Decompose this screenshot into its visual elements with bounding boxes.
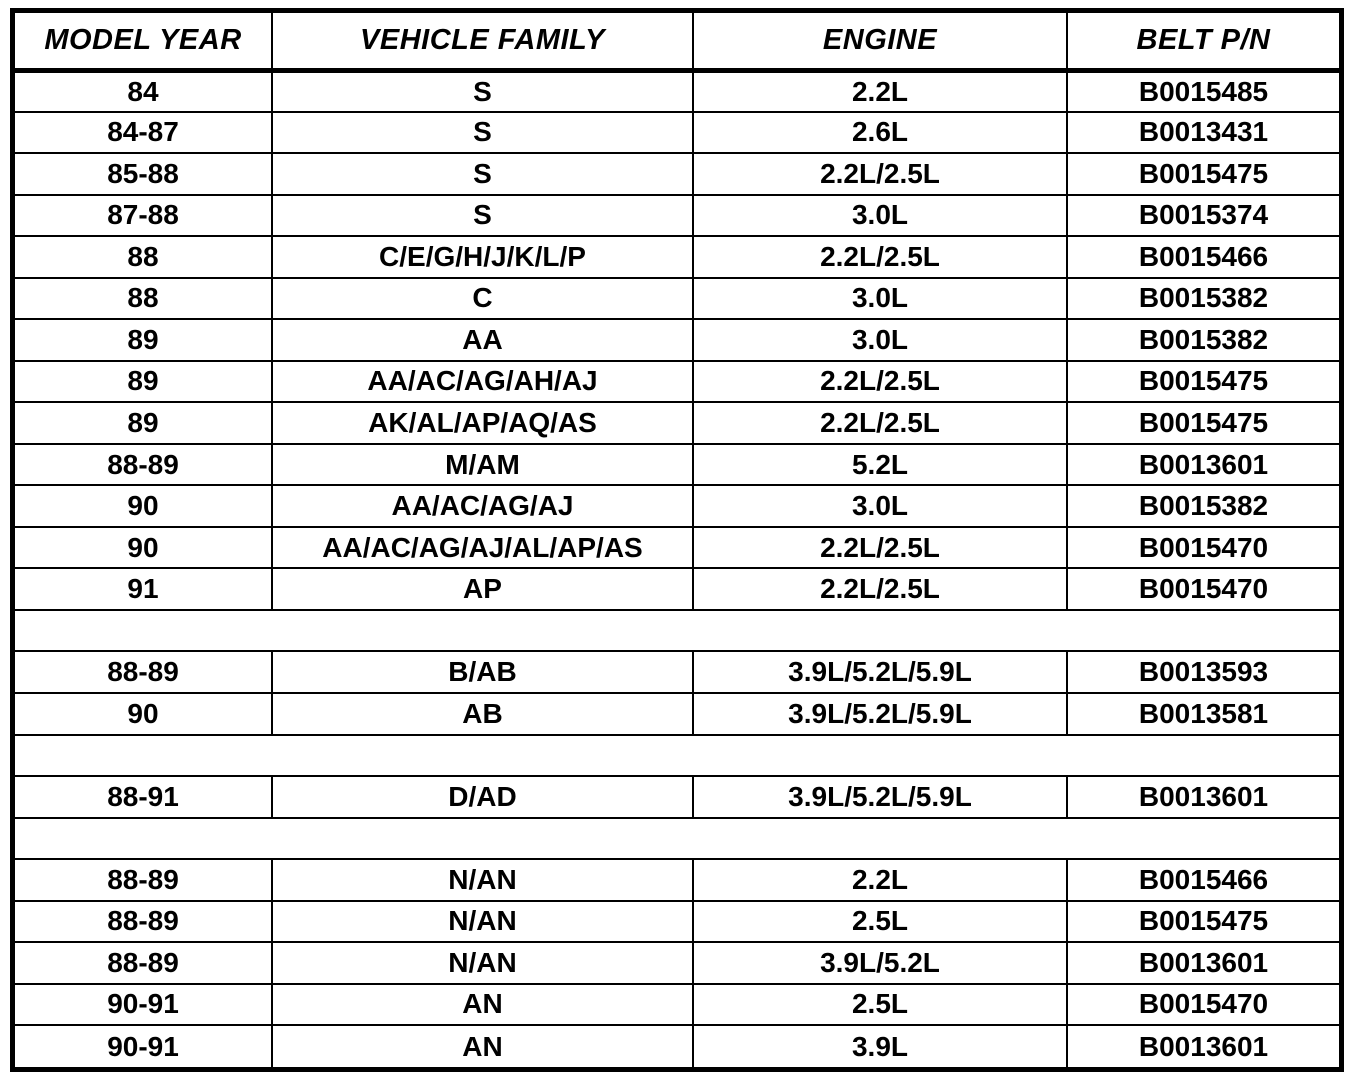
model-year-cell: 89	[15, 361, 272, 403]
model-year-cell: 88-89	[15, 942, 272, 984]
engine-cell: 3.9L/5.2L/5.9L	[693, 651, 1067, 693]
table-row	[15, 153, 1339, 195]
table-row	[15, 236, 1339, 278]
model-year-cell: 90-91	[15, 984, 272, 1026]
model-year-cell: 88-89	[15, 444, 272, 486]
belt-pn-cell: B0015466	[1067, 236, 1339, 278]
belt-application-table	[15, 13, 1339, 1067]
vehicle-family-cell: AN	[272, 1025, 693, 1067]
vehicle-family-cell: N/AN	[272, 859, 693, 901]
engine-cell: 2.2L/2.5L	[693, 153, 1067, 195]
belt-pn-cell: B0013601	[1067, 776, 1339, 818]
table-row	[15, 942, 1339, 984]
model-year-cell: 88-89	[15, 859, 272, 901]
table-row	[15, 776, 1339, 818]
table-row	[15, 402, 1339, 444]
model-year-cell: 88-89	[15, 651, 272, 693]
belt-pn-cell: B0013601	[1067, 444, 1339, 486]
engine-cell: 3.0L	[693, 319, 1067, 361]
engine-cell: 2.2L	[693, 70, 1067, 112]
belt-pn-cell: B0015475	[1067, 153, 1339, 195]
table-row	[15, 527, 1339, 569]
table-body	[15, 70, 1339, 1067]
table-row	[15, 361, 1339, 403]
belt-pn-cell: B0013601	[1067, 942, 1339, 984]
spacer-row	[15, 818, 1339, 860]
vehicle-family-cell: S	[272, 112, 693, 154]
model-year-cell: 89	[15, 319, 272, 361]
vehicle-family-cell: AA/AC/AG/AH/AJ	[272, 361, 693, 403]
table-row	[15, 195, 1339, 237]
engine-cell: 2.2L/2.5L	[693, 568, 1067, 610]
engine-cell: 3.9L/5.2L/5.9L	[693, 693, 1067, 735]
vehicle-family-cell: S	[272, 70, 693, 112]
spacer-cell	[15, 818, 1339, 860]
belt-pn-cell: B0015475	[1067, 402, 1339, 444]
engine-cell: 3.0L	[693, 278, 1067, 320]
engine-cell: 2.2L	[693, 859, 1067, 901]
model-year-cell: 88	[15, 278, 272, 320]
vehicle-family-cell: D/AD	[272, 776, 693, 818]
belt-pn-cell: B0013601	[1067, 1025, 1339, 1067]
table-row	[15, 319, 1339, 361]
engine-cell: 2.2L/2.5L	[693, 236, 1067, 278]
belt-pn-cell: B0013431	[1067, 112, 1339, 154]
engine-cell: 3.9L/5.2L/5.9L	[693, 776, 1067, 818]
table-row	[15, 859, 1339, 901]
belt-pn-cell: B0015475	[1067, 901, 1339, 943]
engine-cell: 3.0L	[693, 485, 1067, 527]
vehicle-family-cell: AA/AC/AG/AJ	[272, 485, 693, 527]
engine-cell: 2.2L/2.5L	[693, 402, 1067, 444]
vehicle-family-cell: S	[272, 153, 693, 195]
engine-cell: 3.0L	[693, 195, 1067, 237]
vehicle-family-cell: AA	[272, 319, 693, 361]
model-year-cell: 89	[15, 402, 272, 444]
engine-cell: 2.2L/2.5L	[693, 527, 1067, 569]
engine-cell: 5.2L	[693, 444, 1067, 486]
vehicle-family-cell: N/AN	[272, 901, 693, 943]
vehicle-family-cell: C/E/G/H/J/K/L/P	[272, 236, 693, 278]
engine-cell: 2.6L	[693, 112, 1067, 154]
vehicle-family-cell: C	[272, 278, 693, 320]
belt-pn-cell: B0015470	[1067, 984, 1339, 1026]
model-year-cell: 87-88	[15, 195, 272, 237]
table-row	[15, 568, 1339, 610]
header-vehicle-family: VEHICLE FAMILY	[272, 13, 693, 70]
vehicle-family-cell: S	[272, 195, 693, 237]
engine-cell: 2.5L	[693, 901, 1067, 943]
header-engine: ENGINE	[693, 13, 1067, 70]
spacer-row	[15, 610, 1339, 652]
engine-cell: 3.9L/5.2L	[693, 942, 1067, 984]
table-row	[15, 651, 1339, 693]
model-year-cell: 90	[15, 485, 272, 527]
belt-pn-cell: B0015485	[1067, 70, 1339, 112]
model-year-cell: 88-89	[15, 901, 272, 943]
vehicle-family-cell: AA/AC/AG/AJ/AL/AP/AS	[272, 527, 693, 569]
belt-pn-cell: B0015470	[1067, 527, 1339, 569]
belt-pn-cell: B0013593	[1067, 651, 1339, 693]
vehicle-family-cell: B/AB	[272, 651, 693, 693]
engine-cell: 2.5L	[693, 984, 1067, 1026]
table-row	[15, 693, 1339, 735]
belt-pn-cell: B0015382	[1067, 319, 1339, 361]
belt-pn-cell: B0015382	[1067, 278, 1339, 320]
header-row	[15, 13, 1339, 70]
vehicle-family-cell: M/AM	[272, 444, 693, 486]
table-row	[15, 1025, 1339, 1067]
vehicle-family-cell: AN	[272, 984, 693, 1026]
table-row	[15, 70, 1339, 112]
spacer-cell	[15, 610, 1339, 652]
belt-table-frame	[10, 8, 1344, 1072]
table-row	[15, 112, 1339, 154]
model-year-cell: 88	[15, 236, 272, 278]
table-row	[15, 444, 1339, 486]
model-year-cell: 90	[15, 693, 272, 735]
model-year-cell: 85-88	[15, 153, 272, 195]
table-row	[15, 485, 1339, 527]
table-row	[15, 278, 1339, 320]
model-year-cell: 84	[15, 70, 272, 112]
belt-pn-cell: B0015382	[1067, 485, 1339, 527]
belt-pn-cell: B0013581	[1067, 693, 1339, 735]
vehicle-family-cell: N/AN	[272, 942, 693, 984]
vehicle-family-cell: AK/AL/AP/AQ/AS	[272, 402, 693, 444]
model-year-cell: 90	[15, 527, 272, 569]
header-belt-pn: BELT P/N	[1067, 13, 1339, 70]
vehicle-family-cell: AB	[272, 693, 693, 735]
engine-cell: 2.2L/2.5L	[693, 361, 1067, 403]
belt-pn-cell: B0015470	[1067, 568, 1339, 610]
vehicle-family-cell: AP	[272, 568, 693, 610]
model-year-cell: 88-91	[15, 776, 272, 818]
header-model-year: MODEL YEAR	[15, 13, 272, 70]
belt-pn-cell: B0015475	[1067, 361, 1339, 403]
model-year-cell: 91	[15, 568, 272, 610]
belt-pn-cell: B0015374	[1067, 195, 1339, 237]
model-year-cell: 84-87	[15, 112, 272, 154]
spacer-cell	[15, 735, 1339, 777]
engine-cell: 3.9L	[693, 1025, 1067, 1067]
table-row	[15, 901, 1339, 943]
model-year-cell: 90-91	[15, 1025, 272, 1067]
belt-pn-cell: B0015466	[1067, 859, 1339, 901]
table-row	[15, 984, 1339, 1026]
spacer-row	[15, 735, 1339, 777]
